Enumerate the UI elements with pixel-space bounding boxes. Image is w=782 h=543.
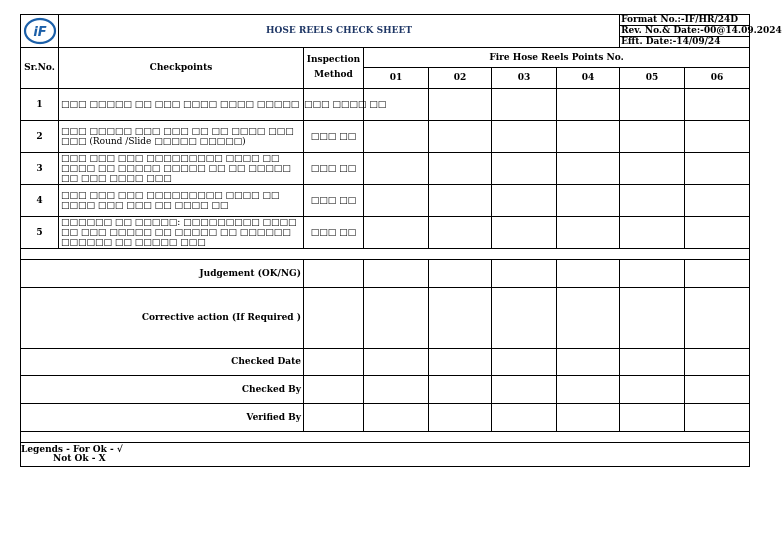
inspection-method-header: Inspection Method	[304, 48, 364, 89]
result-cell[interactable]	[685, 121, 750, 153]
revision-number: Rev. No.& Date:-00@14.09.2024	[621, 26, 782, 36]
sheet-title: HOSE REELS CHECK SHEET	[59, 15, 620, 48]
entry-cell[interactable]	[492, 288, 557, 349]
result-cell[interactable]	[685, 185, 750, 217]
points-group-header: Fire Hose Reels Points No.	[364, 48, 750, 68]
legend-not-ok: Not Ok - X	[53, 453, 106, 464]
row-number: 3	[21, 153, 59, 185]
checked-by-row	[21, 376, 750, 404]
verified-by-row	[21, 404, 750, 432]
entry-cell[interactable]	[364, 376, 429, 404]
result-cell[interactable]	[620, 89, 685, 121]
checkpoint-text: □□□ □□□ □□□ □□□□□□□□□ □□□□ □□ □□□□ □□ □□□□□ □□□□□ □□ □□ □□□□□ □□ □□□ □□□□ □□□	[59, 153, 304, 185]
result-cell[interactable]	[364, 217, 429, 249]
entry-cell[interactable]	[620, 349, 685, 376]
result-cell[interactable]	[685, 153, 750, 185]
result-cell[interactable]	[620, 185, 685, 217]
result-cell[interactable]	[620, 217, 685, 249]
entry-cell[interactable]	[492, 376, 557, 404]
logo-cell	[21, 15, 59, 48]
table-row	[21, 185, 750, 217]
entry-cell[interactable]	[304, 288, 364, 349]
table-row	[21, 89, 750, 121]
effective-date: Efft. Date:-14/09/24	[620, 37, 750, 48]
entry-cell[interactable]	[557, 376, 620, 404]
inspection-method: □□□ □□□□ □□	[304, 89, 364, 121]
result-cell[interactable]	[620, 153, 685, 185]
result-cell[interactable]	[492, 121, 557, 153]
row-number: 5	[21, 217, 59, 249]
entry-cell[interactable]	[620, 376, 685, 404]
result-cell[interactable]	[364, 185, 429, 217]
entry-cell[interactable]	[492, 349, 557, 376]
judgement-label: Judgement (OK/NG)	[21, 260, 304, 288]
company-logo	[23, 16, 57, 46]
result-cell[interactable]	[364, 153, 429, 185]
entry-cell[interactable]	[364, 260, 429, 288]
entry-cell[interactable]	[429, 404, 492, 432]
check-sheet-table	[20, 14, 782, 467]
entry-cell[interactable]	[685, 349, 750, 376]
result-cell[interactable]	[557, 217, 620, 249]
row-number: 1	[21, 89, 59, 121]
entry-cell[interactable]	[304, 404, 364, 432]
entry-cell[interactable]	[304, 349, 364, 376]
sr-no-header: Sr.No.	[21, 48, 59, 89]
result-cell[interactable]	[492, 153, 557, 185]
spacer-row	[21, 432, 750, 443]
result-cell[interactable]	[492, 217, 557, 249]
corrective-action-label: Corrective action (If Required )	[21, 288, 304, 349]
spacer-row	[21, 249, 750, 260]
entry-cell[interactable]	[492, 404, 557, 432]
result-cell[interactable]	[492, 89, 557, 121]
result-cell[interactable]	[429, 153, 492, 185]
entry-cell[interactable]	[429, 260, 492, 288]
result-cell[interactable]	[557, 153, 620, 185]
point-header-06: 06	[685, 68, 750, 89]
row-number: 4	[21, 185, 59, 217]
point-header-01: 01	[364, 68, 429, 89]
inspection-method: □□□ □□	[304, 121, 364, 153]
entry-cell[interactable]	[620, 288, 685, 349]
entry-cell[interactable]	[557, 288, 620, 349]
svg-text:iF: iF	[32, 25, 47, 40]
entry-cell[interactable]	[685, 288, 750, 349]
result-cell[interactable]	[429, 185, 492, 217]
result-cell[interactable]	[557, 185, 620, 217]
entry-cell[interactable]	[304, 260, 364, 288]
result-cell[interactable]	[364, 121, 429, 153]
entry-cell[interactable]	[364, 288, 429, 349]
checked-date-row	[21, 349, 750, 376]
verified-by-label: Verified By	[21, 404, 304, 432]
inspection-method: □□□ □□	[304, 217, 364, 249]
entry-cell[interactable]	[557, 404, 620, 432]
entry-cell[interactable]	[685, 404, 750, 432]
entry-cell[interactable]	[429, 349, 492, 376]
table-row	[21, 153, 750, 185]
entry-cell[interactable]	[685, 260, 750, 288]
point-header-02: 02	[429, 68, 492, 89]
entry-cell[interactable]	[429, 376, 492, 404]
result-cell[interactable]	[557, 89, 620, 121]
result-cell[interactable]	[685, 89, 750, 121]
entry-cell[interactable]	[304, 376, 364, 404]
point-header-03: 03	[492, 68, 557, 89]
result-cell[interactable]	[429, 121, 492, 153]
checked-date-label: Checked Date	[21, 349, 304, 376]
result-cell[interactable]	[685, 217, 750, 249]
result-cell[interactable]	[557, 121, 620, 153]
format-number: Format No.:-IF/HR/24D	[620, 15, 750, 26]
corrective-action-row	[21, 288, 750, 349]
point-header-04: 04	[557, 68, 620, 89]
checkpoint-text: □□□□□□ □□ □□□□□: □□□□□□□□□ □□□□ □□ □□□ □□□□□ □□ □□□□□ □□ □□□□□□ □□□□□□ □□ □□□□□ □□□	[59, 217, 304, 249]
row-number: 2	[21, 121, 59, 153]
entry-cell[interactable]	[557, 349, 620, 376]
result-cell[interactable]	[492, 185, 557, 217]
table-row	[21, 121, 750, 153]
judgement-row	[21, 260, 750, 288]
entry-cell[interactable]	[557, 260, 620, 288]
checkpoint-text: □□□ □□□□□ □□□ □□□ □□ □□ □□□□ □□□ □□□ (Round /Slide □□□□□ □□□□□)	[59, 121, 304, 153]
checkpoint-text: □□□ □□□ □□□ □□□□□□□□□ □□□□ □□ □□□□ □□□ □□□ □□ □□□□ □□	[59, 185, 304, 217]
checked-by-label: Checked By	[21, 376, 304, 404]
inspection-method: □□□ □□	[304, 153, 364, 185]
point-header-05: 05	[620, 68, 685, 89]
entry-cell[interactable]	[364, 349, 429, 376]
entry-cell[interactable]	[364, 404, 429, 432]
entry-cell[interactable]	[429, 288, 492, 349]
entry-cell[interactable]	[620, 404, 685, 432]
checkpoint-text: □□□ □□□□□ □□ □□□ □□□□ □□□□ □□□□□	[59, 89, 304, 121]
result-cell[interactable]	[620, 121, 685, 153]
inspection-method: □□□ □□	[304, 185, 364, 217]
legend	[21, 443, 750, 467]
entry-cell[interactable]	[685, 376, 750, 404]
result-cell[interactable]	[429, 217, 492, 249]
entry-cell[interactable]	[492, 260, 557, 288]
table-row	[21, 217, 750, 249]
result-cell[interactable]	[429, 89, 492, 121]
legend-ok: Legends - For Ok - √	[21, 444, 123, 455]
checkpoints-header: Checkpoints	[59, 48, 304, 89]
entry-cell[interactable]	[620, 260, 685, 288]
